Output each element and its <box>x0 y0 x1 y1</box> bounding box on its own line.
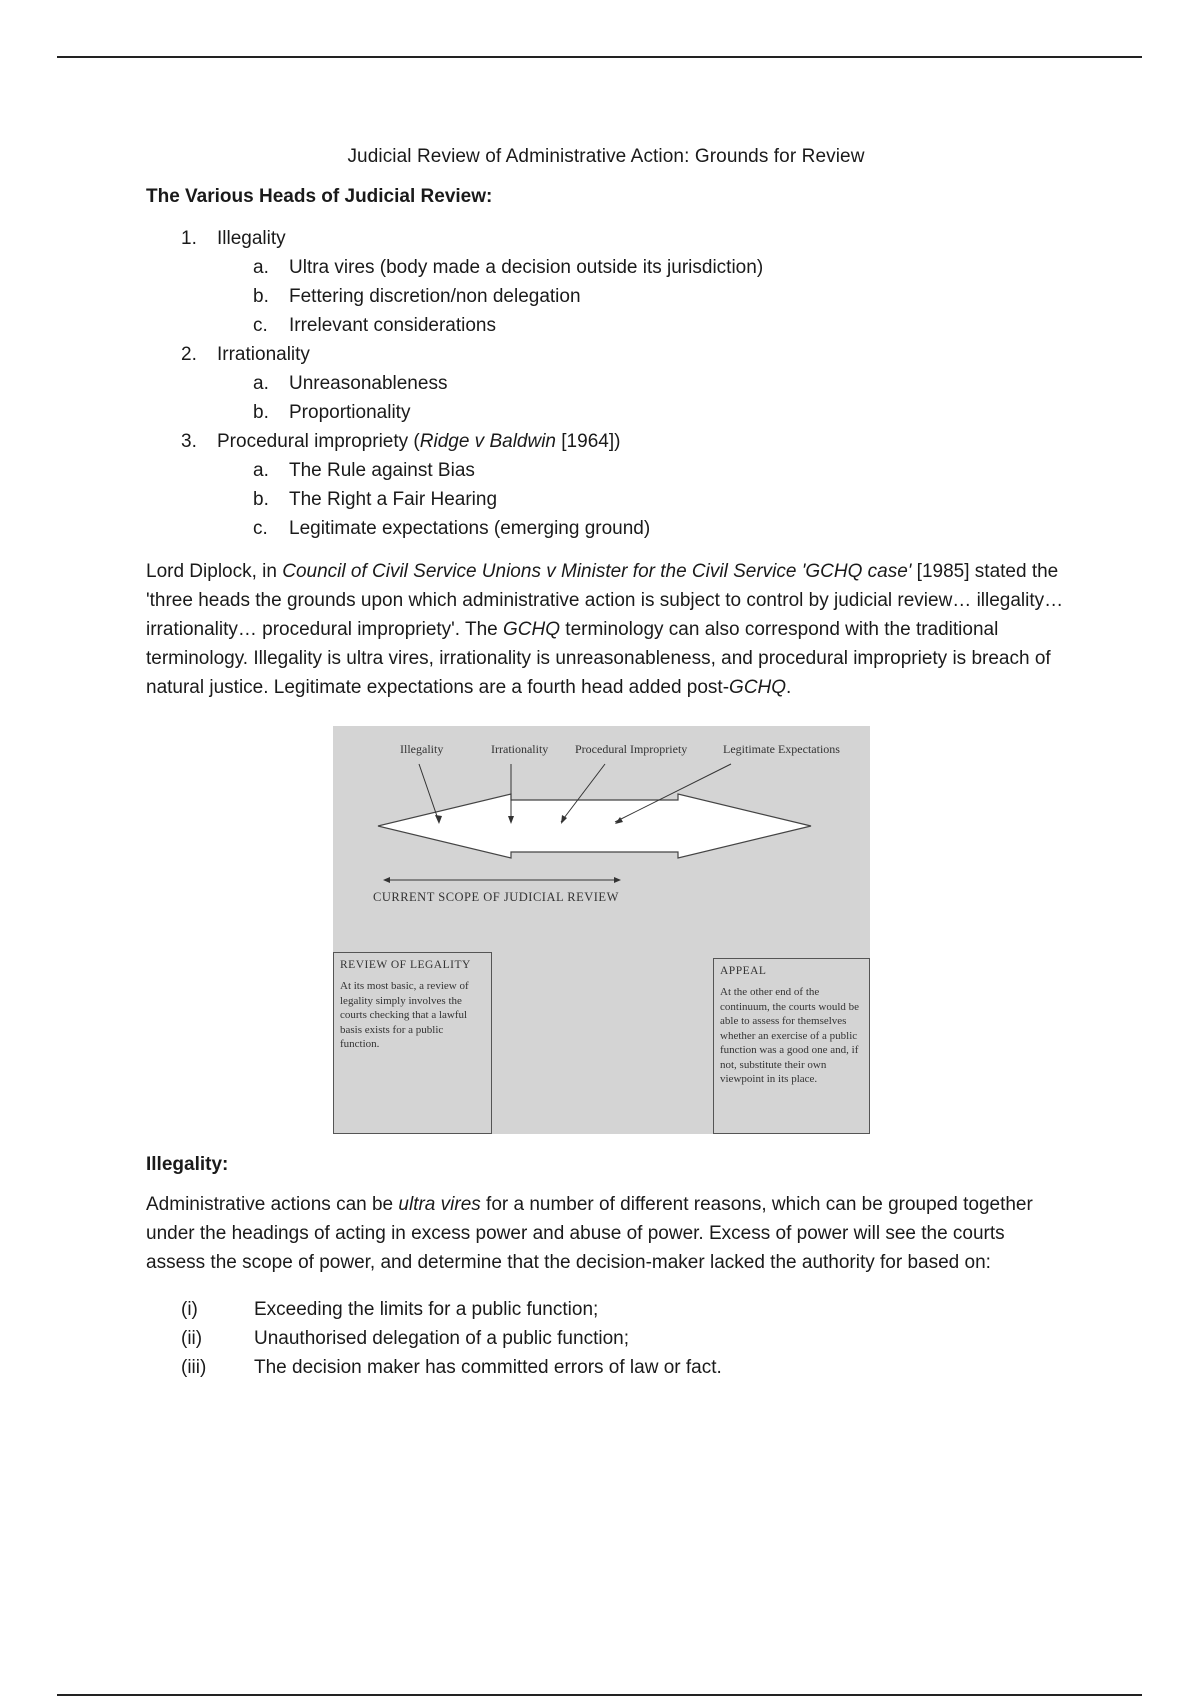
list-item <box>253 456 1066 485</box>
list-number: a. <box>253 373 269 394</box>
list-item <box>181 427 1066 456</box>
appeal-box-title: APPEAL <box>720 965 767 977</box>
para-text: Administrative actions can be <box>146 1194 399 1215</box>
section-heading-heads: The Various Heads of Judicial Review: <box>146 186 493 207</box>
list-number: a. <box>253 460 269 481</box>
scope-label: CURRENT SCOPE OF JUDICIAL REVIEW <box>373 890 619 904</box>
sublist <box>253 456 1066 543</box>
list-number: 3. <box>181 431 197 452</box>
case-name: GCHQ <box>729 677 787 698</box>
list-label <box>217 427 620 456</box>
para-text: terminology can also correspond with the traditional terminology. Illegality is ultra vires, irrationality is unreasonableness, and procedural impropriety is breach of natural justice. Legitimate expectations are a fourth head added post- <box>146 619 1051 698</box>
para-text: for a number of different reasons, which can be grouped together under the headings of acting in excess power and abuse of power. Excess of power will see the courts assess the scope of power, and determine that the decision-maker lacked the authority for based on: <box>146 1194 1033 1273</box>
list-item <box>181 1353 1066 1382</box>
label-illegality: Illegality <box>400 742 444 756</box>
scope-double-arrow <box>378 794 811 858</box>
case-name: Ridge v Baldwin <box>419 431 556 452</box>
list-label: Ultra vires (body made a decision outside its jurisdiction) <box>289 257 764 278</box>
list-label: Irrationality <box>217 344 310 365</box>
case-name: GCHQ <box>503 619 561 640</box>
list-item <box>181 224 1066 253</box>
illegality-paragraph <box>146 1190 1066 1277</box>
case-name: Council of Civil Service Unions v Minister for the Civil Service 'GCHQ case' <box>282 561 912 582</box>
document-title: Judicial Review of Administrative Action: Grounds for Review <box>347 146 865 167</box>
appeal-box-text: At the other end of the continuum, the courts would be able to assess for themselves whether an exercise of a public function was a good one and, if not, substitute their own viewpoint in its place. <box>720 986 860 1085</box>
list-label: Unreasonableness <box>289 373 448 394</box>
scope-line-right-head <box>614 877 621 883</box>
list-item <box>253 514 1066 543</box>
list-label: Irrelevant considerations <box>289 315 496 336</box>
list-item <box>253 311 1066 340</box>
list-item <box>181 340 1066 369</box>
list-label: Exceeding the limits for a public function; <box>254 1299 599 1320</box>
list-label: Unauthorised delegation of a public function; <box>254 1328 629 1349</box>
review-box-title: REVIEW OF LEGALITY <box>340 959 471 971</box>
list-item <box>253 369 1066 398</box>
judicial-review-diagram <box>333 726 870 1134</box>
sublist <box>253 369 1066 427</box>
list-number: c. <box>253 518 268 539</box>
review-box-text: At its most basic, a review of legality simply involves the courts checking that a lawful basis exists for a public function. <box>340 980 469 1050</box>
label-procedural-impropriety: Procedural Impropriety <box>575 742 688 756</box>
heads-list <box>181 224 1066 543</box>
label-irrationality: Irrationality <box>491 742 549 756</box>
emphasis-text: ultra vires <box>398 1194 481 1215</box>
label-text: Procedural impropriety ( <box>217 431 420 452</box>
review-of-legality-box <box>333 952 492 1134</box>
list-number: 1. <box>181 228 197 249</box>
list-number: b. <box>253 489 269 510</box>
list-item <box>181 1324 1066 1353</box>
list-item <box>181 1295 1066 1324</box>
header-rule <box>57 56 1142 58</box>
list-number: c. <box>253 315 268 336</box>
para-text: . <box>786 677 792 698</box>
label-text: [1964]) <box>556 431 621 452</box>
list-item <box>253 485 1066 514</box>
footer-rule <box>57 1694 1142 1696</box>
list-number: b. <box>253 402 269 423</box>
list-number: a. <box>253 257 269 278</box>
list-number: (ii) <box>181 1328 203 1349</box>
list-label: The Rule against Bias <box>289 460 475 481</box>
list-label: The Right a Fair Hearing <box>289 489 498 510</box>
para-text: Lord Diplock, in <box>146 561 283 582</box>
list-label: The decision maker has committed errors of law or fact. <box>254 1357 722 1378</box>
list-number: b. <box>253 286 269 307</box>
para-text: [1985] stated the 'three heads the grounds upon which administrative action is subject to control by judicial review… illegality… irrationality… procedural impropriety'. The <box>146 561 1064 640</box>
list-number: 2. <box>181 344 197 365</box>
section-heading-illegality: Illegality: <box>146 1154 229 1175</box>
sublist <box>253 253 1066 340</box>
document-body <box>146 140 1066 1382</box>
list-label: Proportionality <box>289 402 411 423</box>
label-legitimate-expectations: Legitimate Expectations <box>723 742 840 756</box>
list-label: Fettering discretion/non delegation <box>289 286 581 307</box>
grounds-list <box>181 1295 1066 1382</box>
list-label: Illegality <box>217 228 286 249</box>
list-item <box>253 282 1066 311</box>
list-item <box>253 398 1066 427</box>
gchq-paragraph <box>146 557 1066 702</box>
scope-line-left-head <box>383 877 390 883</box>
list-label: Legitimate expectations (emerging ground) <box>289 518 651 539</box>
appeal-box <box>713 958 870 1134</box>
list-item <box>253 253 1066 282</box>
list-number: (iii) <box>181 1357 207 1378</box>
list-number: (i) <box>181 1299 198 1320</box>
